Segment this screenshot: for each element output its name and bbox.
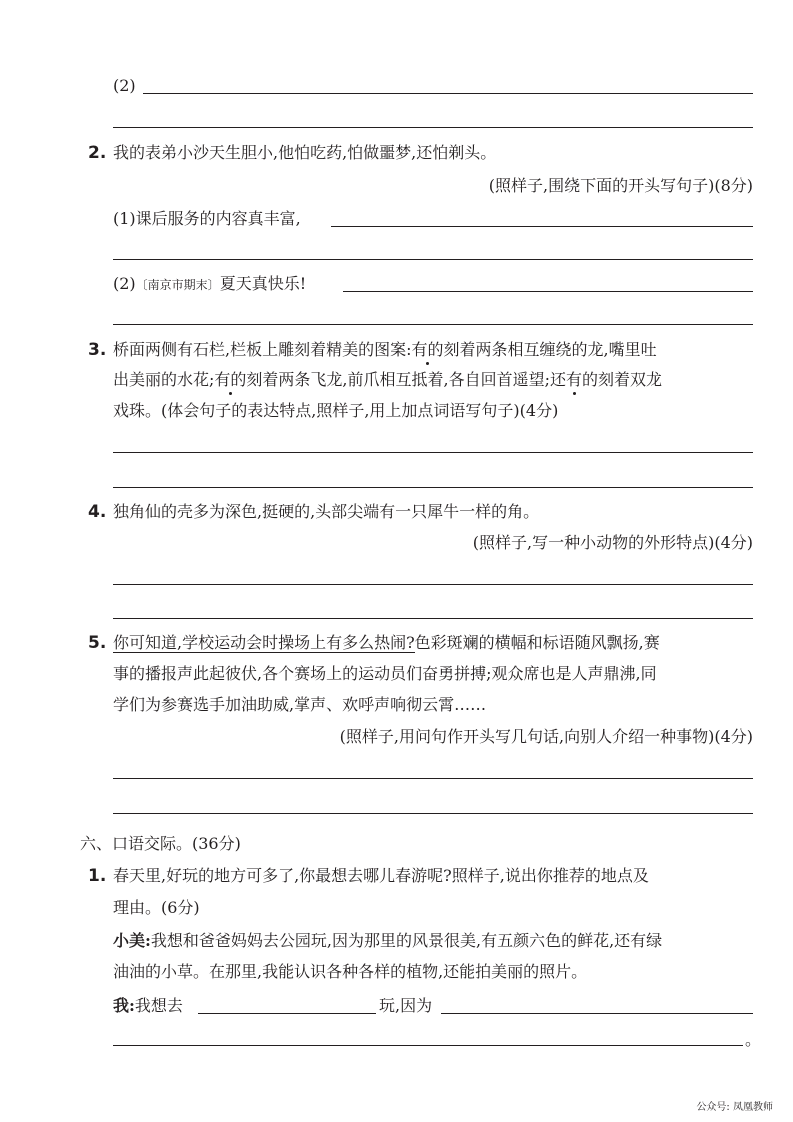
reason-blank[interactable] [113,1045,743,1046]
answer-line[interactable] [343,291,753,292]
question-number: 4. [88,502,107,522]
text-segment: 刻着双龙 [598,370,663,389]
dialogue-text: 我想和爸爸妈妈去公园玩,因为那里的风景很美,有五颜六色的鲜花,还有绿 [150,931,663,950]
question-text-line: 春天里,好玩的地方可多了,你最想去哪儿春游呢?照样子,说出你推荐的地点及 [113,866,649,885]
answer-line[interactable] [143,93,753,94]
answer-line[interactable] [113,452,753,453]
answer-line[interactable] [113,778,753,779]
sub-question [113,274,306,295]
footer-text: 公众号: 凤凰教师 [696,1102,773,1113]
underlined-question: 你可知道,学校运动会时操场上有多么热闹? [113,633,415,652]
question-number: 5. [88,633,107,653]
question-text-line [113,340,657,360]
reason-blank[interactable] [441,1013,753,1014]
question-number: 3. [88,340,107,360]
answer-line[interactable] [113,584,753,585]
question-text-line [113,370,662,390]
dotted-word: 有的 [214,370,247,389]
place-blank[interactable] [198,1013,376,1014]
text-segment: 色彩斑斓的横幅和标语随风飘扬,赛 [414,633,660,652]
text-segment: 桥面两侧有石栏,栏板上雕刻着精美的图案: [113,340,412,359]
end-mark: 。 [745,1030,762,1049]
question-text: 独角仙的壳多为深色,挺硬的,头部尖端有一只犀牛一样的角。 [113,502,540,521]
sub-label: (2) [113,76,136,95]
question-text-line: 学们为参赛选手加油助威,掌声、欢呼声响彻云霄…… [113,695,487,714]
source-tag: 〔南京市期末〕 [135,278,220,292]
answer-line[interactable] [113,813,753,814]
answer-line[interactable] [113,259,753,260]
question-text-line [113,633,660,653]
question-number: 2. [88,143,107,163]
text-segment: 出美丽的水花; [113,370,215,389]
dotted-word: 还有的 [550,370,599,389]
dialogue-text: 我想去 [134,996,183,1015]
question-text: 我的表弟小沙天生胆小,他怕吃药,怕做噩梦,还怕剃头。 [113,143,497,162]
dotted-word: 有的 [411,340,444,359]
answer-line[interactable] [113,618,753,619]
question-text-line: 事的播报声此起彼伏,各个赛场上的运动员们奋勇拼搏;观众席也是人声鼎沸,同 [113,664,657,683]
text-segment: 刻着两条相互缠绕的龙,嘴里吐 [443,340,657,359]
sub-question: (1)课后服务的内容真丰富, [113,209,301,228]
speaker-name: 小美: [113,931,151,950]
question-instruction: (照样子,用问句作开头写几句话,向别人介绍一种事物)(4分) [339,727,753,746]
question-instruction: (照样子,围绕下面的开头写句子)(8分) [488,176,753,195]
answer-line[interactable] [113,487,753,488]
question-number: 1. [88,866,107,886]
question-text-line: 理由。(6分) [113,898,200,917]
question-instruction: (照样子,写一种小动物的外形特点)(4分) [472,533,753,552]
answer-line[interactable] [113,127,753,128]
text-segment: 刻着两条飞龙,前爪相互抵着,各自回首遥望; [246,370,550,389]
sub-text: 夏天真快乐! [219,274,307,293]
question-text-line: 戏珠。(体会句子的表达特点,照样子,用上加点词语写句子)(4分) [113,401,559,420]
dialogue-text: 玩,因为 [379,996,433,1015]
speaker-name: 我: [113,996,135,1015]
dialogue-line: 油油的小草。在那里,我能认识各种各样的植物,还能拍美丽的照片。 [113,962,588,981]
answer-line[interactable] [113,324,753,325]
dialogue-line [113,931,662,951]
dialogue-line [113,996,183,1016]
section-title: 六、口语交际。(36分) [80,834,241,853]
sub-label: (2) [113,274,136,293]
answer-line[interactable] [331,226,753,227]
